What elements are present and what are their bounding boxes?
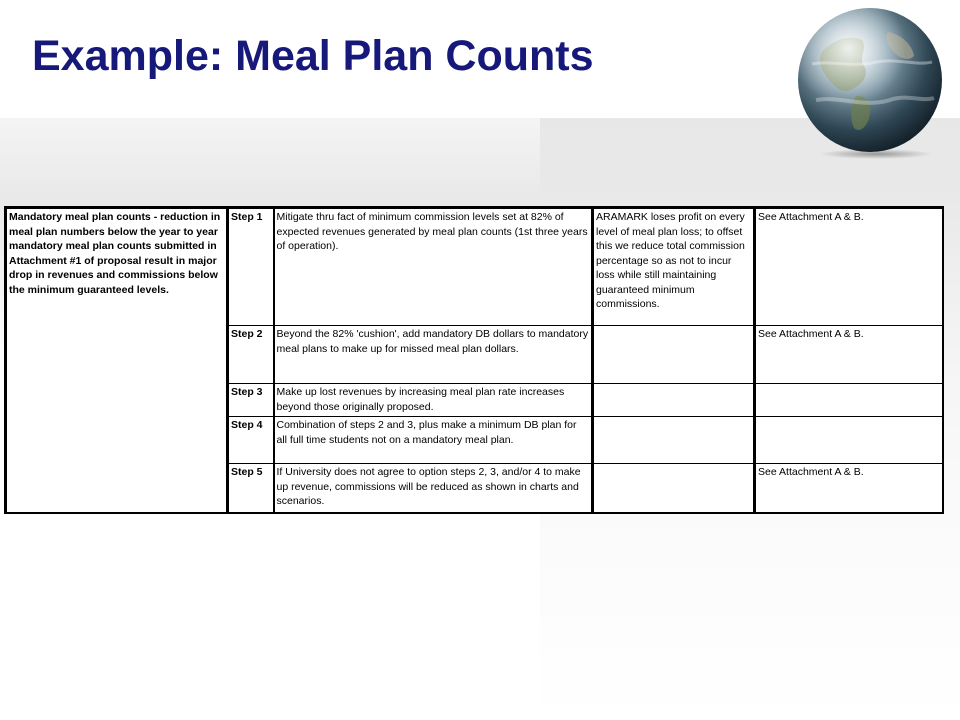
- issue-description-cell: Mandatory meal plan counts - reduction in meal plan numbers below the year to year mandatory meal plan counts submitted in Attachment #1 of proposal result in major drop in revenues and commissions below the minimum guaranteed levels.: [7, 209, 228, 513]
- meal-plan-table-container: [4, 206, 944, 514]
- earth-globe-icon: [792, 4, 948, 160]
- step-note: [593, 417, 755, 464]
- step-note: [593, 384, 755, 417]
- table-row: [7, 209, 943, 326]
- step-reference: [755, 417, 943, 464]
- step-reference: [755, 384, 943, 417]
- step-action: Combination of steps 2 and 3, plus make a minimum DB plan for all full time students not on a mandatory meal plan.: [274, 417, 593, 464]
- step-reference: See Attachment A & B.: [755, 464, 943, 513]
- step-action: Beyond the 82% 'cushion', add mandatory DB dollars to mandatory meal plans to make up for missed meal plan dollars.: [274, 326, 593, 384]
- step-note: [593, 464, 755, 513]
- step-label: Step 4: [228, 417, 274, 464]
- step-note: ARAMARK loses profit on every level of meal plan loss; to offset this we reduce total commission percentage so as not to incur loss while still maintaining guaranteed minimum commissions.: [593, 209, 755, 326]
- step-action: If University does not agree to option steps 2, 3, and/or 4 to make up revenue, commissions will be reduced as shown in charts and scenarios.: [274, 464, 593, 513]
- step-reference: See Attachment A & B.: [755, 209, 943, 326]
- step-note: [593, 326, 755, 384]
- slide-title: Example: Meal Plan Counts: [32, 32, 594, 80]
- step-label: Step 3: [228, 384, 274, 417]
- step-label: Step 5: [228, 464, 274, 513]
- step-label: Step 2: [228, 326, 274, 384]
- step-reference: See Attachment A & B.: [755, 326, 943, 384]
- step-action: Mitigate thru fact of minimum commission levels set at 82% of expected revenues generated by meal plan counts (1st three years of operation).: [274, 209, 593, 326]
- step-label: Step 1: [228, 209, 274, 326]
- step-action: Make up lost revenues by increasing meal plan rate increases beyond those originally proposed.: [274, 384, 593, 417]
- meal-plan-table: [6, 208, 943, 513]
